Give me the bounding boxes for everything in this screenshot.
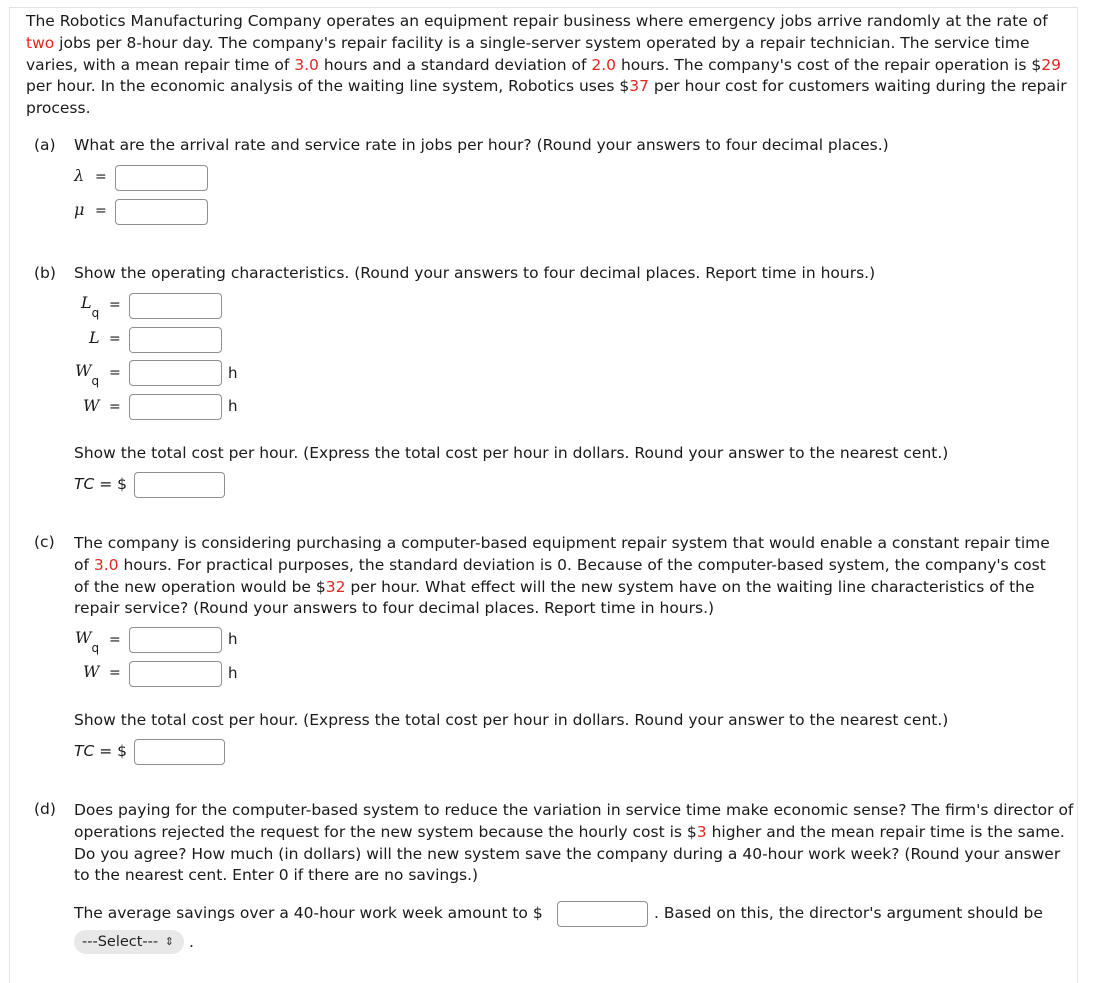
intro-text: per hour. In the economic analysis of the waiting line system, Robotics uses $ bbox=[26, 77, 630, 96]
wq-letter: W bbox=[75, 361, 92, 380]
part-d-label: (d) bbox=[34, 800, 56, 818]
tc-symbol: TC bbox=[74, 742, 95, 760]
part-a-label: (a) bbox=[34, 136, 56, 154]
equals-sign: = bbox=[95, 203, 107, 219]
l-input[interactable] bbox=[129, 327, 222, 353]
equals-sign: = bbox=[109, 632, 121, 648]
intro-text: hours. The company's cost of the repair operation is $ bbox=[616, 55, 1042, 74]
l-symbol: L bbox=[89, 328, 100, 347]
part-c-text: per hour. What effect will the new system have on the waiting line characteristics of the repair service? (Round your answers to four decimal places. Report time in hours.) bbox=[74, 577, 1035, 618]
subscript-q: q bbox=[91, 641, 100, 655]
part-b-question: Show the operating characteristics. (Round your answers to four decimal places. Report time in hours.) bbox=[74, 264, 876, 282]
part-d-text: higher and the mean repair time is the same. Do you agree? How much (in dollars) will the new system save the company during a 40-hour work week? (Round your answer to the nearest cent. Enter 0 if there are no savings.) bbox=[74, 822, 1065, 885]
period: . bbox=[189, 933, 194, 951]
subscript-q: q bbox=[91, 374, 100, 388]
subscript-q: q bbox=[91, 306, 100, 320]
highlight-value: 29 bbox=[1041, 55, 1061, 74]
intro-text: per hour cost for customers waiting during the repair process. bbox=[26, 77, 1067, 118]
lq-symbol bbox=[81, 293, 100, 320]
wq-input[interactable] bbox=[129, 360, 222, 386]
tc-equals-dollar: = $ bbox=[99, 475, 128, 493]
wq-symbol bbox=[75, 628, 100, 655]
highlight-value: 3.0 bbox=[294, 55, 319, 74]
tc-symbol: TC bbox=[74, 475, 95, 493]
part-d-text: Does paying for the computer-based system to reduce the variation in service time make economic sense? The firm's director of operations rejected the request for the new system because the hourly cost is $ bbox=[74, 801, 1074, 841]
hours-unit: h bbox=[228, 364, 238, 382]
lq-input[interactable] bbox=[129, 293, 222, 319]
highlight-value: two bbox=[26, 33, 55, 52]
wq-symbol bbox=[75, 361, 100, 388]
hours-unit: h bbox=[228, 397, 238, 415]
w-symbol: W bbox=[83, 396, 100, 415]
director-text: . Based on this, the director's argument should be bbox=[654, 904, 1043, 922]
savings-text: The average savings over a 40-hour work week amount to $ bbox=[74, 904, 543, 922]
part-b-label: (b) bbox=[34, 264, 56, 282]
part-d-question bbox=[74, 800, 1074, 887]
lambda-symbol: λ bbox=[74, 166, 85, 185]
part-b-cost-question: Show the total cost per hour. (Express the total cost per hour in dollars. Round your answer to the nearest cent.) bbox=[74, 444, 949, 462]
highlight-value: 2.0 bbox=[591, 55, 617, 74]
equals-sign: = bbox=[109, 297, 121, 313]
tc-b-input[interactable] bbox=[134, 472, 225, 498]
equals-sign: = bbox=[109, 665, 121, 681]
chevron-updown-icon: ⇕ bbox=[164, 935, 174, 948]
part-c-cost-question: Show the total cost per hour. (Express the total cost per hour in dollars. Round your answer to the nearest cent.) bbox=[74, 711, 949, 729]
w-c-input[interactable] bbox=[129, 661, 222, 687]
highlight-value: 3 bbox=[696, 822, 707, 841]
equals-sign: = bbox=[109, 331, 121, 347]
savings-input[interactable] bbox=[557, 901, 648, 927]
part-c-question bbox=[74, 533, 1064, 620]
equals-sign: = bbox=[109, 399, 121, 415]
hours-unit: h bbox=[228, 630, 238, 648]
mu-symbol: μ bbox=[74, 200, 85, 219]
highlight-value: 32 bbox=[325, 577, 346, 596]
equals-sign: = bbox=[109, 365, 121, 381]
hours-unit: h bbox=[228, 664, 238, 682]
part-c-text: hours. For practical purposes, the standard deviation is 0. Because of the computer-based system, the company's cost of the new operation would be $ bbox=[74, 555, 1046, 596]
intro-text: jobs per 8-hour day. The company's repair facility is a single-server system operated by a repair technician. The service time varies, with a mean repair time of bbox=[26, 33, 1030, 74]
tc-label bbox=[74, 475, 127, 493]
highlight-value: 37 bbox=[629, 77, 649, 96]
part-a-question: What are the arrival rate and service rate in jobs per hour? (Round your answers to four decimal places.) bbox=[74, 136, 889, 154]
equals-sign: = bbox=[95, 169, 107, 185]
tc-label bbox=[74, 742, 127, 760]
mu-input[interactable] bbox=[115, 199, 208, 225]
highlight-value: 3.0 bbox=[93, 555, 119, 574]
w-input[interactable] bbox=[129, 394, 222, 420]
tc-c-input[interactable] bbox=[134, 739, 225, 765]
intro-text: The Robotics Manufacturing Company operates an equipment repair business where emergency jobs arrive randomly at the rate of bbox=[26, 12, 1048, 30]
w-symbol: W bbox=[83, 662, 100, 681]
part-c-text: The company is considering purchasing a computer-based equipment repair system that would enable a constant repair time of bbox=[74, 534, 1050, 574]
intro-text: hours and a standard deviation of bbox=[318, 55, 592, 74]
tc-equals-dollar: = $ bbox=[99, 742, 128, 760]
select-value: ---Select--- bbox=[82, 934, 159, 950]
problem-intro bbox=[26, 11, 1076, 120]
lambda-input[interactable] bbox=[115, 165, 208, 191]
wq-letter: W bbox=[75, 628, 92, 647]
wq-c-input[interactable] bbox=[129, 627, 222, 653]
lq-letter: L bbox=[81, 293, 92, 312]
part-c-label: (c) bbox=[34, 533, 55, 551]
director-argument-select[interactable] bbox=[74, 930, 184, 954]
